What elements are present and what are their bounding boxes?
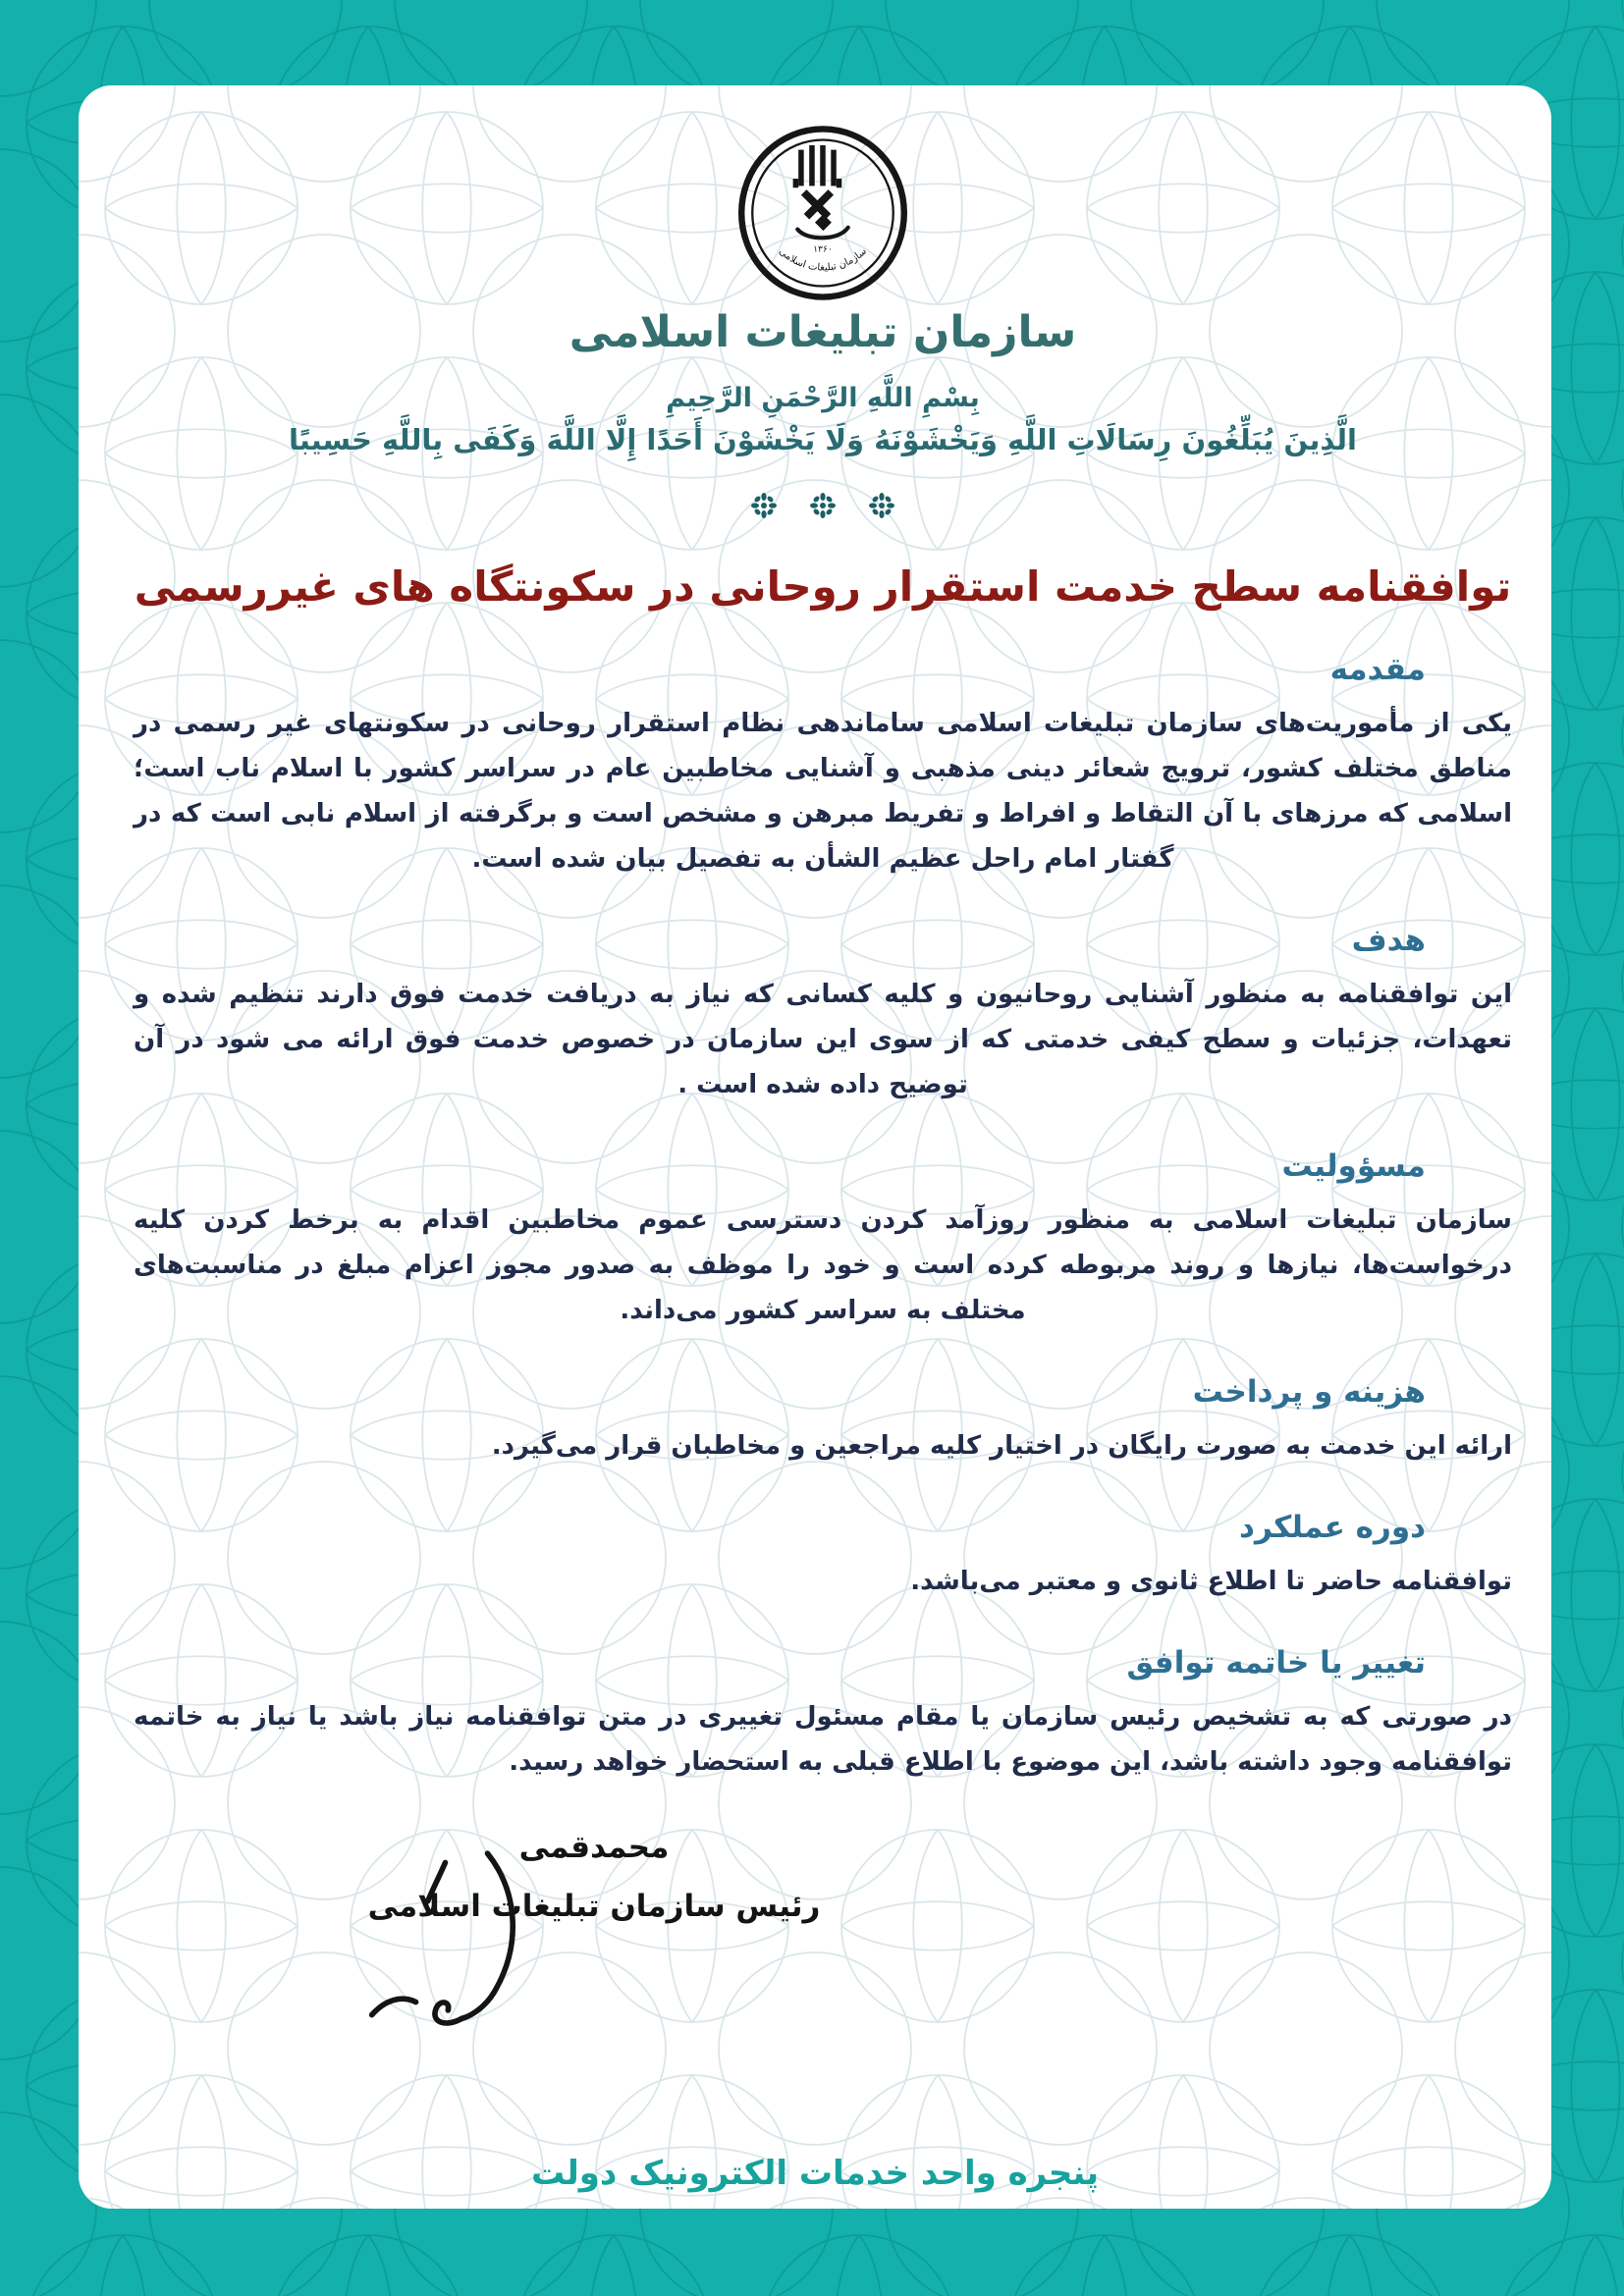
organization-emblem-logo: [732, 123, 913, 303]
section-paragraph: این توافقنامه به منظور آشنایی روحانیون و کلیه کسانی که نیاز به دریافت خدمت فوق دارند تنظیم شده و تعهدات، جزئیات و سطح کیفی خدمتی که از سوی این سازمان در خصوص خدمت فوق ارائه می شود در آن توضیح داده شده است .: [134, 980, 1512, 1099]
section-heading: مسؤولیت: [1281, 1148, 1426, 1184]
separator-stars: [134, 490, 1512, 521]
section-paragraph: سازمان تبلیغات اسلامی به منظور روزآمد کردن دسترسی عموم مخاطبین اقدام به برخط کردن کلیه درخواست‌ها، نیازها و روند مربوطه کرده است و خود را موظف به صدور مجوز اعزام مبلغ در مناسبت‌های مختلف به سراسر کشور می‌داند.: [134, 1205, 1512, 1325]
section-cost-payment: [134, 1374, 1512, 1468]
section-heading: هزینه و پرداخت: [1192, 1374, 1426, 1410]
section-performance-period: [134, 1510, 1512, 1604]
signature-block: [363, 1830, 825, 1924]
letter-content: [79, 85, 1551, 2209]
handwritten-signature-icon: [353, 1843, 565, 2050]
signer-role: رئیس سازمان تبلیغات اسلامی: [367, 1889, 821, 1924]
signer-name: محمدقمی: [518, 1830, 670, 1865]
section-responsibility: [134, 1148, 1512, 1333]
bismillah-line: بِسْمِ اللَّهِ الرَّحْمَنِ الرَّحِيمِ: [666, 383, 980, 413]
rosette-stars-icon: [739, 490, 906, 521]
footer-egov-label: پنجره واحد خدمات الکترونیک دولت: [531, 2154, 1099, 2193]
section-paragraph: در صورتی که به تشخیص رئیس سازمان یا مقام مسئول تغییری در متن توافقنامه نیاز باشد یا نیاز به خاتمه توافقنامه وجود داشته باشد، این موضوع با اطلاع قبلی به استحضار خواهد رسید.: [134, 1702, 1512, 1777]
emblem-year: ۱۳۶۰: [813, 243, 833, 255]
document-title: توافقنامه سطح خدمت استقرار روحانی در سکونتگاه های غیررسمی: [134, 562, 1512, 611]
section-change-termination: [134, 1645, 1512, 1785]
section-introduction: [134, 652, 1512, 881]
section-heading: هدف: [1351, 923, 1426, 958]
quran-verse: الَّذِينَ يُبَلِّغُونَ رِسَالَاتِ اللَّهِ وَيَخْشَوْنَهُ وَلَا يَخْشَوْنَ أَحَدًا إِلَّا اللَّهَ وَكَفَى بِاللَّهِ حَسِيبًا: [288, 423, 1357, 456]
emblem-ring-text: سازمان تبلیغات اسلامی: [777, 245, 869, 274]
section-heading: مقدمه: [1329, 652, 1426, 687]
letter-card: [79, 85, 1551, 2209]
section-goal: [134, 923, 1512, 1107]
section-heading: دوره عملکرد: [1239, 1510, 1426, 1545]
section-paragraph: یکی از مأموریت‌های سازمان تبلیغات اسلامی ساماندهی نظام استقرار روحانی در سکونتهای غیر رسمی در مناطق مختلف کشور، ترویج شعائر دینی مذهبی و آشنایی مخاطبین عام در سراسر کشور با اسلام ناب است؛ اسلامی که مرزهای با آن التقاط و افراط و تفریط مبرهن و مشخص است و برگرفته از اسلام نابی است که در گفتار امام راحل عظیم الشأن به تفصیل بیان شده است.: [134, 709, 1512, 874]
kufic-allah-mark: [793, 145, 848, 238]
section-heading: تغییر یا خاتمه توافق: [1126, 1645, 1426, 1681]
section-paragraph: توافقنامه حاضر تا اطلاع ثانوی و معتبر می‌باشد.: [910, 1567, 1512, 1596]
emblem-icon: [732, 123, 913, 303]
section-paragraph: ارائه این خدمت به صورت رایگان در اختیار کلیه مراجعین و مخاطبان قرار می‌گیرد.: [491, 1431, 1512, 1461]
organization-calligraphy: سازمان تبلیغات اسلامی: [568, 307, 1077, 357]
